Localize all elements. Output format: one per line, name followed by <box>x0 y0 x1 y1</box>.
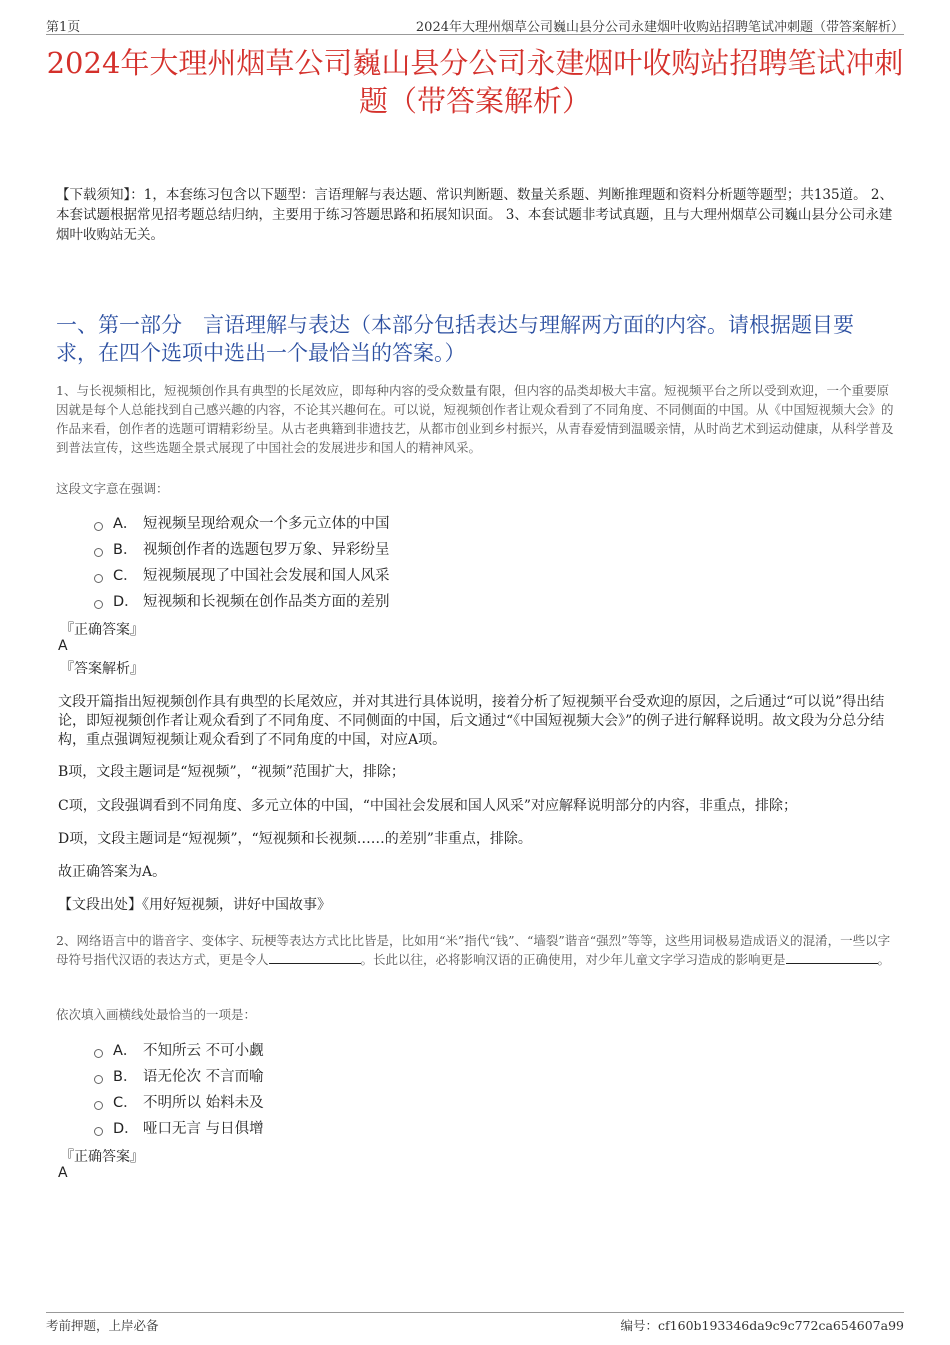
fill-blank-1[interactable] <box>269 951 361 964</box>
radio-icon[interactable] <box>94 1075 103 1084</box>
option-b[interactable] <box>94 538 390 564</box>
header-title: 2024年大理州烟草公司巍山县分公司永建烟叶收购站招聘笔试冲刺题（带答案解析） <box>415 20 904 35</box>
option-d[interactable] <box>94 1117 264 1143</box>
question-1-text: 1、与长视频相比，短视频创作具有典型的长尾效应，即每种内容的受众数量有限，但内容的品类却极大丰富。短视频平台之所以受到欢迎，一个重要原因就是每个人总能找到自己感兴趣的内容，不论其兴趣何在。可以说，短视频创作者让观众看到了不同角度、不同侧面的中国。从《中国短视频大会》的作品来看，创作者的选题可谓精彩纷呈。从古老典籍到非遗技艺，从都市创业到乡村振兴，从青春爱情到温暖亲情，从时尚艺术到运动健康，从科学普及到普法宣传，这些选题全景式展现了中国社会的发展进步和国人的精神风采。 <box>56 383 894 455</box>
question-1-prompt: 这段文字意在强调： <box>56 481 169 496</box>
option-text: 短视频展现了中国社会发展和国人风采 <box>143 568 390 584</box>
radio-icon[interactable] <box>94 600 103 609</box>
option-letter: D． <box>113 594 139 610</box>
question-2-prompt: 依次填入画横线处最恰当的一项是： <box>56 1007 257 1022</box>
question-2-text-part2: 。长此以往，必将影响汉语的正确使用，对少年儿童文字学习造成的影响更是 <box>360 952 786 967</box>
analysis-source: 【文段出处】《用好短视频，讲好中国故事》 <box>58 897 331 913</box>
answer-value: A <box>58 638 68 654</box>
option-letter: C． <box>113 568 138 584</box>
radio-icon[interactable] <box>94 1101 103 1110</box>
option-letter: A． <box>113 1043 138 1059</box>
option-text: 短视频和长视频在创作品类方面的差别 <box>143 594 390 610</box>
document-title: 2024年大理州烟草公司巍山县分公司永建烟叶收购站招聘笔试冲刺题（带答案解析） <box>46 46 904 118</box>
download-notice: 【下载须知】：1，本套练习包含以下题型：言语理解与表达题、常识判断题、数量关系题、判断推理题和资料分析题等题型；共135道。 2、本套试题根据常见招考题总结归纳，主要用于练习答题思路和拓展知识面。 3、本套试题非考试真题，且与大理州烟草公司巍山县分公司永建烟叶收购站无关。 <box>56 187 893 243</box>
option-letter: B． <box>113 1069 138 1085</box>
footer-slogan: 考前押题，上岸必备 <box>46 1318 159 1333</box>
analysis-paragraph: 文段开篇指出短视频创作具有典型的长尾效应，并对其进行具体说明，接着分析了短视频平台受欢迎的原因，之后通过“可以说”得出结论，即短视频创作者让观众看到了不同角度、不同侧面的中国，后文通过“《中国短视频大会》”的例子进行解释说明。故文段为分总分结构，重点强调短视频让观众看到了不同角度的中国，对应A项。 <box>58 694 885 748</box>
question-2-text <box>56 931 900 969</box>
option-letter: D． <box>113 1121 139 1137</box>
question-2-text-part3: 。 <box>877 952 891 967</box>
option-c[interactable] <box>94 1091 264 1117</box>
question-2-text-part1: 2、网络语言中的谐音字、变体字、玩梗等表达方式比比皆是，比如用“米”指代“钱”、“墙裂”谐音“强烈”等等，这些用词极易造成语义的混淆，一些以字母符号指代汉语的表达方式，更是令人 <box>56 933 891 967</box>
option-letter: C． <box>113 1095 138 1111</box>
option-a[interactable] <box>94 1039 264 1065</box>
option-text: 哑口无言 与日俱增 <box>143 1121 264 1137</box>
answer-label: 『正确答案』 <box>60 1149 144 1165</box>
option-a[interactable] <box>94 512 390 538</box>
option-text: 不知所云 不可小觑 <box>143 1043 264 1059</box>
radio-icon[interactable] <box>94 548 103 557</box>
question-1-options <box>94 512 390 616</box>
page-header <box>46 14 904 35</box>
fill-blank-2[interactable] <box>786 951 878 964</box>
section-heading: 一、第一部分 言语理解与表达（本部分包括表达与理解两方面的内容。请根据题目要求，在四个选项中选出一个最恰当的答案。） <box>56 313 854 365</box>
analysis-label: 『答案解析』 <box>60 661 144 677</box>
option-text: 视频创作者的选题包罗万象、异彩纷呈 <box>143 542 390 558</box>
radio-icon[interactable] <box>94 1049 103 1058</box>
option-text: 不明所以 始料未及 <box>143 1095 264 1111</box>
radio-icon[interactable] <box>94 574 103 583</box>
analysis-option-c: C项，文段强调看到不同角度、多元立体的中国，“中国社会发展和国人风采”对应解释说明部分的内容，非重点，排除； <box>58 798 798 814</box>
option-b[interactable] <box>94 1065 264 1091</box>
analysis-option-d: D项，文段主题词是“短视频”，“短视频和长视频……的差别”非重点，排除。 <box>58 831 532 847</box>
option-text: 语无伦次 不言而喻 <box>143 1069 264 1085</box>
option-d[interactable] <box>94 590 390 616</box>
question-2-options <box>94 1039 264 1143</box>
page-footer <box>46 1312 904 1333</box>
radio-icon[interactable] <box>94 1127 103 1136</box>
document-id: 编号：cf160b193346da9c9c772ca654607a99 <box>620 1318 904 1333</box>
page-number: 第1页 <box>46 20 81 35</box>
analysis-conclusion: 故正确答案为A。 <box>58 864 167 880</box>
radio-icon[interactable] <box>94 522 103 531</box>
answer-value: A <box>58 1165 68 1181</box>
analysis-option-b: B项，文段主题词是“短视频”，“视频”范围扩大，排除； <box>58 764 405 780</box>
option-letter: A． <box>113 516 138 532</box>
answer-label: 『正确答案』 <box>60 622 144 638</box>
option-letter: B． <box>113 542 138 558</box>
option-text: 短视频呈现给观众一个多元立体的中国 <box>143 516 390 532</box>
option-c[interactable] <box>94 564 390 590</box>
